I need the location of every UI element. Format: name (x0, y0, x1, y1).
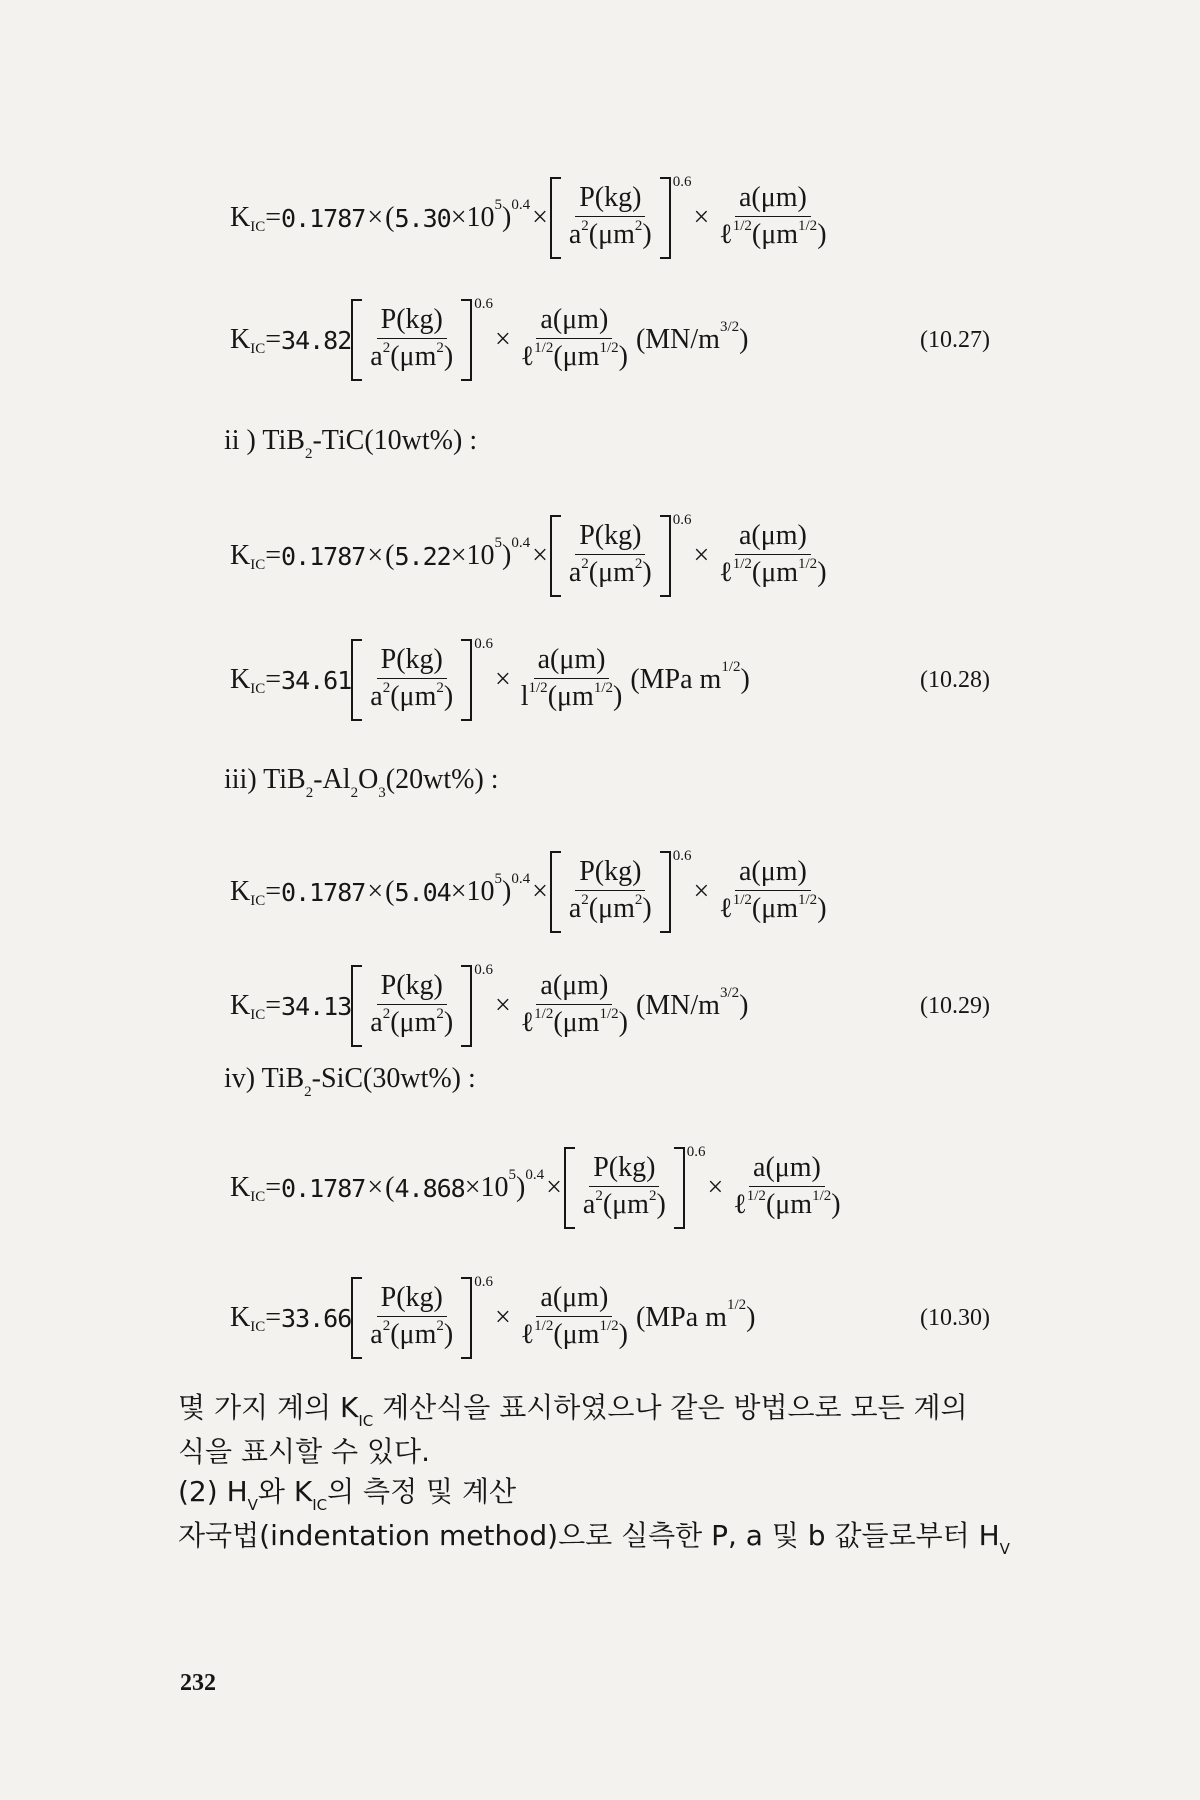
heading-tib2-tic: ii ) TiB$_2$-TiC(10wt%) : (224, 425, 478, 462)
section-heading-hv-kic: (2) $H_V$와 $K_{IC}$의 측정 및 계산 (178, 1475, 517, 1514)
equation-kic-simplified-2: K IC = 34.61 $\frac{P(kg)}{a^2(\mu m^2)}$ 0.6 × $\frac{a(\mu m)}{l^{1/2}(\mu m^{1/2})}$ (MPa m 1/2 ) (10.28) (230, 632, 990, 728)
heading-tib2-sic: iv) TiB$_2$-SiC(30wt%) : (224, 1063, 476, 1100)
equation-kic-simplified-4: K IC = 33.66 $\frac{P(kg)}{a^2(\mu m^2)}$ 0.6 × $\frac{a(\mu m)}{\ell^{1/2}(\mu m^{1/2})}$ (MPa m 1/2 ) (10.30) (230, 1270, 990, 1366)
equation-number: (10.27) (920, 326, 990, 353)
equation-kic-simplified-3: K IC = 34.13 $\frac{P(kg)}{a^2(\mu m^2)}$ 0.6 × $\frac{a(\mu m)}{\ell^{1/2}(\mu m^{1/2})}$ (MN/m 3/2 ) (10.29) (230, 958, 990, 1054)
equation-number: (10.29) (920, 992, 990, 1019)
page-number: 232 (180, 1670, 216, 1696)
equation-kic-simplified-1: K IC = 34.82 $\frac{P(kg)}{a^2(\mu m^2)}$ 0.6 × $\frac{a(\mu m)}{\ell^{1/2}(\mu m^{1/2})}$ (MN/m 3/2 ) (10.27) (230, 292, 990, 388)
paragraph-line-2: 식을 표시할 수 있다. (178, 1435, 430, 1468)
equation-kic-full-4: K IC = 0.1787 × ( 4.868 × 10 5 ) 0.4 × $\frac{P(kg)}{a^2(\mu m^2)}$ 0.6 × $\frac{a(\mu m)}{\ell^{1/2}(\mu m^{1/2})}$ (230, 1140, 990, 1236)
paragraph-line-4: 자국법(indentation method)으로 실측한 P, a 및 b 값들로부터 $H_V$ (178, 1519, 1010, 1558)
equation-kic-full-2: K IC = 0.1787 × ( 5.22 × 10 5 ) 0.4 × $\frac{P(kg)}{a^2(\mu m^2)}$ 0.6 × $\frac{a(\mu m)}{\ell^{1/2}(\mu m^{1/2})}$ (230, 508, 990, 604)
equation-kic-full-1: K IC = 0.1787 × ( 5.30 × 10 5 ) 0.4 × $\frac{P(kg)}{a^2(\mu m^2)}$ 0.6 × $\frac{a(\mu m)}{\ell^{1/2}(\mu m^{1/2})}$ (230, 170, 990, 266)
paragraph-line-1: 몇 가지 계의 $K_{IC}$ 계산식을 표시하였으나 같은 방법으로 모든 계의 (178, 1391, 968, 1430)
body-paragraph (178, 1388, 1018, 1560)
equation-kic-full-3: K IC = 0.1787 × ( 5.04 × 10 5 ) 0.4 × $\frac{P(kg)}{a^2(\mu m^2)}$ 0.6 × $\frac{a(\mu m)}{\ell^{1/2}(\mu m^{1/2})}$ (230, 844, 990, 940)
equation-number: (10.30) (920, 1304, 990, 1331)
heading-tib2-al2o3: iii) $TiB_2-Al_2O_3(20wt\%)$ : (224, 764, 499, 801)
equation-number: (10.28) (920, 666, 990, 693)
